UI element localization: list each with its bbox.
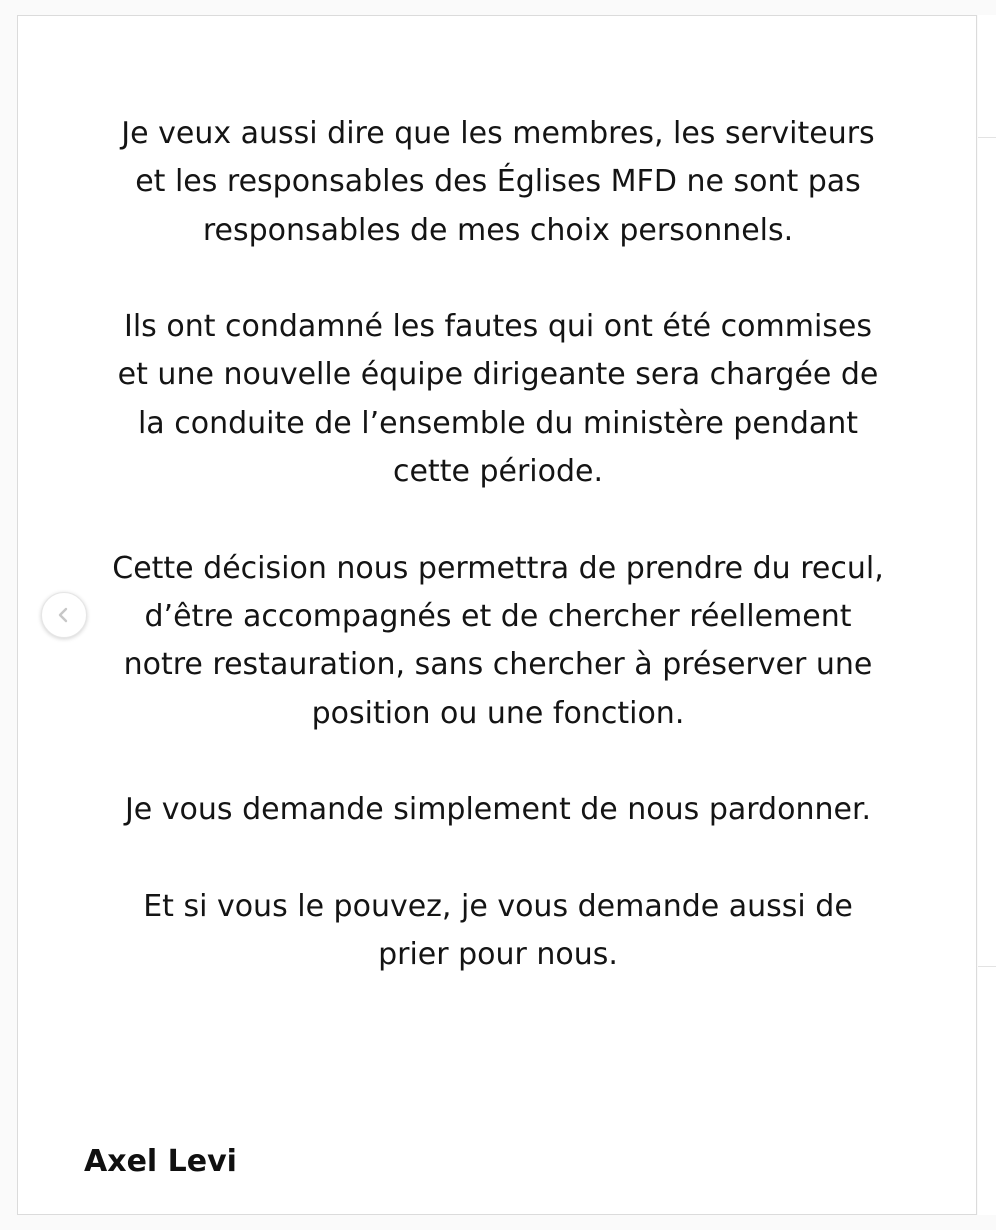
post-image-card	[17, 15, 977, 1215]
statement-paragraph: Et si vous le pouvez, je vous demande aussi de prier pour nous.	[143, 888, 853, 973]
statement-paragraph: Je vous demande simplement de nous pardonner.	[124, 792, 872, 828]
divider	[978, 137, 996, 138]
signature: Axel Levi	[84, 1144, 237, 1179]
chevron-left-icon	[55, 606, 73, 624]
previous-slide-button[interactable]	[41, 592, 87, 638]
divider	[978, 966, 996, 967]
statement-text	[78, 110, 918, 1028]
statement-paragraph: Ils ont condamné les fautes qui ont été commises et une nouvelle équipe dirigeante sera chargée de la conduite de l’ensemble du ministère pendant cette période.	[117, 309, 879, 490]
statement-paragraph: Je veux aussi dire que les membres, les serviteurs et les responsables des Églises MFD ne sont pas responsables de mes choix personnels.	[121, 116, 875, 248]
statement-paragraph: Cette décision nous permettra de prendre du recul, d’être accompagnés et de chercher réellement notre restauration, sans chercher à préserver une position ou une fonction.	[112, 550, 884, 731]
adjacent-panel-edge	[978, 15, 996, 1215]
